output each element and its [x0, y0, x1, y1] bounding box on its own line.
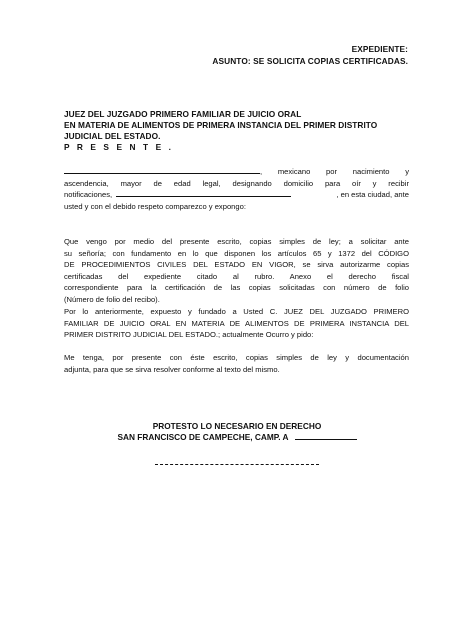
addressee-line-3: JUDICIAL DEL ESTADO. — [64, 131, 161, 141]
request-line-4: certificadas del expediente citado al rubro. Anexo el derecho fiscal — [64, 271, 409, 281]
presente-label: P R E S E N T E . — [64, 142, 174, 152]
addressee-line-2: EN MATERIA DE ALIMENTOS DE PRIMERA INSTANCIA DEL PRIMER DISTRITO — [64, 120, 378, 130]
request-line-6: (Número de folio del recibo). — [64, 294, 160, 304]
intro-line-4: usted y con el debido respeto comparezco y expongo: — [64, 201, 246, 211]
intro-line-3b: , en esta ciudad, ante — [336, 190, 409, 200]
request-line-3: DE PROCEDIMIENTOS CIVILES DEL ESTADO EN VIGOR, se sirva autorizarme copias — [64, 260, 409, 270]
intro-line-2: ascendencia, mayor de edad legal, designando domicilio para oír y recibir — [64, 178, 409, 188]
request-paragraph — [64, 236, 409, 306]
signature-line — [155, 464, 319, 465]
closing-place-label: SAN FRANCISCO DE CAMPECHE, CAMP. A — [117, 432, 289, 442]
closing-protesto: PROTESTO LO NECESARIO EN DERECHO — [152, 421, 322, 431]
addressee-line-1: JUEZ DEL JUZGADO PRIMERO FAMILIAR DE JUICIO ORAL — [64, 109, 302, 119]
petition-paragraph — [64, 352, 409, 375]
intro-line-1: , mexicano por nacimiento y — [260, 167, 409, 176]
basis-line-2: FAMILIAR DE JUICIO ORAL EN MATERIA DE ALIMENTOS DE PRIMERA INSTANCIA DEL — [64, 318, 409, 328]
basis-line-3: PRIMER DISTRITO JUDICIAL DEL ESTADO.; actualmente Ocurro y pido: — [64, 330, 314, 340]
name-blank — [64, 166, 260, 174]
request-line-5: correspondiente para la certificación de las copias solicitadas con número de folio — [64, 283, 409, 293]
petition-line-2: adjunta, para que se sirva resolver conforme al texto del mismo. — [64, 364, 280, 374]
basis-paragraph — [64, 306, 409, 341]
petition-line-1: Me tenga, por presente con éste escrito, copias simples de ley y documentación — [64, 353, 409, 362]
basis-line-1: Por lo anteriormente, expuesto y fundado a Usted C. JUEZ DEL JUZGADO PRIMERO — [64, 307, 409, 316]
expediente-label: EXPEDIENTE: — [351, 44, 408, 54]
address-blank — [116, 189, 291, 197]
request-line-1: Que vengo por medio del presente escrito, copias simples de ley; a solicitar ante — [64, 237, 409, 246]
date-blank — [295, 432, 357, 440]
asunto-label: ASUNTO: SE SOLICITA COPIAS CERTIFICADAS. — [212, 56, 408, 66]
closing-place-date — [0, 432, 474, 442]
intro-paragraph — [64, 166, 409, 212]
request-line-2: su señoría; con fundamento en lo que disponen los artículos 65 y 1372 del CÓDIGO — [64, 248, 409, 258]
intro-line-3a: notificaciones, — [64, 190, 113, 200]
